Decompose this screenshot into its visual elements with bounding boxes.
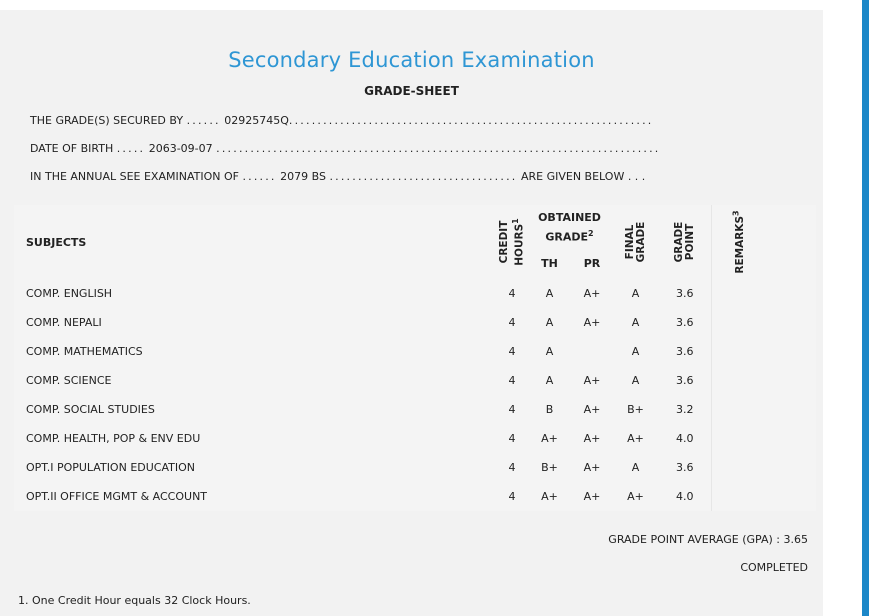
subject-cell: OPT.I POPULATION EDUCATION [26,461,195,474]
table-row [14,366,816,395]
header-pr: PR [583,256,601,270]
pr-grade-cell: A+ [583,287,601,300]
info-dob: DATE OF BIRTH ..... 2063-09-07 .............................................................................. [30,142,661,155]
page-title: Secondary Education Examination [228,48,595,72]
grade-point-cell: 3.6 [676,287,694,300]
subject-cell: COMP. HEALTH, POP & ENV EDU [26,432,201,445]
header-credit-hours: CREDIT HOURS$^1$ [497,218,526,266]
final-grade-cell: A [631,374,640,387]
remarks-cell [711,366,765,395]
pr-grade-cell: A+ [583,374,601,387]
header-remarks: REMARKS$^3$ [711,205,765,279]
header-subjects: SUBJECTS [26,235,87,249]
credit-cell: 4 [508,403,516,416]
th-grade-cell: A [545,345,554,358]
result-status: COMPLETED [740,561,808,574]
remarks-cell [711,453,765,482]
exam-label: IN THE ANNUAL SEE EXAMINATION OF [30,170,239,183]
dob-value: 2063-09-07 [148,142,213,155]
th-grade-cell: A+ [541,490,558,503]
spacer-cell [765,482,816,511]
info-exam: IN THE ANNUAL SEE EXAMINATION OF ...... 2079 BS ................................. ARE GIVEN BELOW . . . [30,170,646,183]
pr-grade-cell: A+ [583,316,601,329]
pr-grade-cell: A+ [583,403,601,416]
exam-suffix: ARE GIVEN BELOW . . . [520,170,646,183]
exam-year: 2079 BS [280,170,326,183]
table-row [14,453,816,482]
page-subtitle: GRADE-SHEET [364,84,459,98]
final-grade-cell: A [631,461,640,474]
remarks-cell [711,424,765,453]
table-row [14,395,816,424]
secured-by-label: THE GRADE(S) SECURED BY [30,114,184,127]
header-spacer [765,205,816,279]
final-grade-cell: B+ [627,403,644,416]
header-final-grade: FINAL GRADE [623,221,647,263]
spacer-cell [765,308,816,337]
info-secured-by: THE GRADE(S) SECURED BY ...... 02925745Q................................................................ [30,114,654,127]
header-obtained-grade: OBTAINED GRADE$^2$ [538,211,601,244]
th-grade-cell: A [545,287,554,300]
th-grade-cell: A+ [541,432,558,445]
th-grade-cell: B [545,403,554,416]
grades-table [14,205,816,511]
credit-cell: 4 [508,461,516,474]
spacer-cell [765,424,816,453]
remarks-cell [711,395,765,424]
scrollbar-accent [862,0,869,616]
header-grade-point: GRADE POINT [672,221,696,263]
final-grade-cell: A+ [627,490,644,503]
header-th: TH [541,256,558,270]
grade-point-cell: 3.6 [676,374,694,387]
table-row [14,279,816,308]
grade-point-cell: 3.6 [676,345,694,358]
symbol-number: 02925745Q [224,114,289,127]
credit-cell: 4 [508,287,516,300]
spacer-cell [765,279,816,308]
remarks-cell [711,482,765,511]
remarks-cell [711,279,765,308]
gpa-line [608,533,808,546]
table-row [14,308,816,337]
spacer-cell [765,453,816,482]
th-grade-cell: B+ [541,461,558,474]
grade-point-cell: 3.6 [676,461,694,474]
gpa-label: GRADE POINT AVERAGE (GPA) : [608,533,780,546]
remarks-cell [711,337,765,366]
final-grade-cell: A [631,316,640,329]
dob-label: DATE OF BIRTH [30,142,114,155]
pr-grade-cell: A+ [583,490,601,503]
final-grade-cell: A [631,345,640,358]
final-grade-cell: A+ [627,432,644,445]
subject-cell: COMP. NEPALI [26,316,102,329]
subject-cell: COMP. SOCIAL STUDIES [26,403,155,416]
pr-grade-cell [572,337,612,366]
gpa-value: 3.65 [783,533,808,546]
spacer-cell [765,395,816,424]
remarks-cell [711,308,765,337]
final-grade-cell: A [631,287,640,300]
grade-point-cell: 3.2 [676,403,694,416]
grade-point-cell: 3.6 [676,316,694,329]
th-grade-cell: A [545,374,554,387]
footnote-credit-hour: 1. One Credit Hour equals 32 Clock Hours. [18,594,251,607]
grades-table-container [14,205,816,511]
table-row [14,482,816,511]
spacer-cell [765,337,816,366]
grade-point-cell: 4.0 [676,432,694,445]
subject-cell: COMP. SCIENCE [26,374,112,387]
credit-cell: 4 [508,345,516,358]
subject-cell: COMP. MATHEMATICS [26,345,143,358]
th-grade-cell: A [545,316,554,329]
pr-grade-cell: A+ [583,432,601,445]
spacer-cell [765,366,816,395]
credit-cell: 4 [508,316,516,329]
credit-cell: 4 [508,432,516,445]
pr-grade-cell: A+ [583,461,601,474]
credit-cell: 4 [508,490,516,503]
subject-cell: OPT.II OFFICE MGMT & ACCOUNT [26,490,208,503]
grade-point-cell: 4.0 [676,490,694,503]
subject-cell: COMP. ENGLISH [26,287,113,300]
table-row [14,424,816,453]
credit-cell: 4 [508,374,516,387]
table-row [14,337,816,366]
